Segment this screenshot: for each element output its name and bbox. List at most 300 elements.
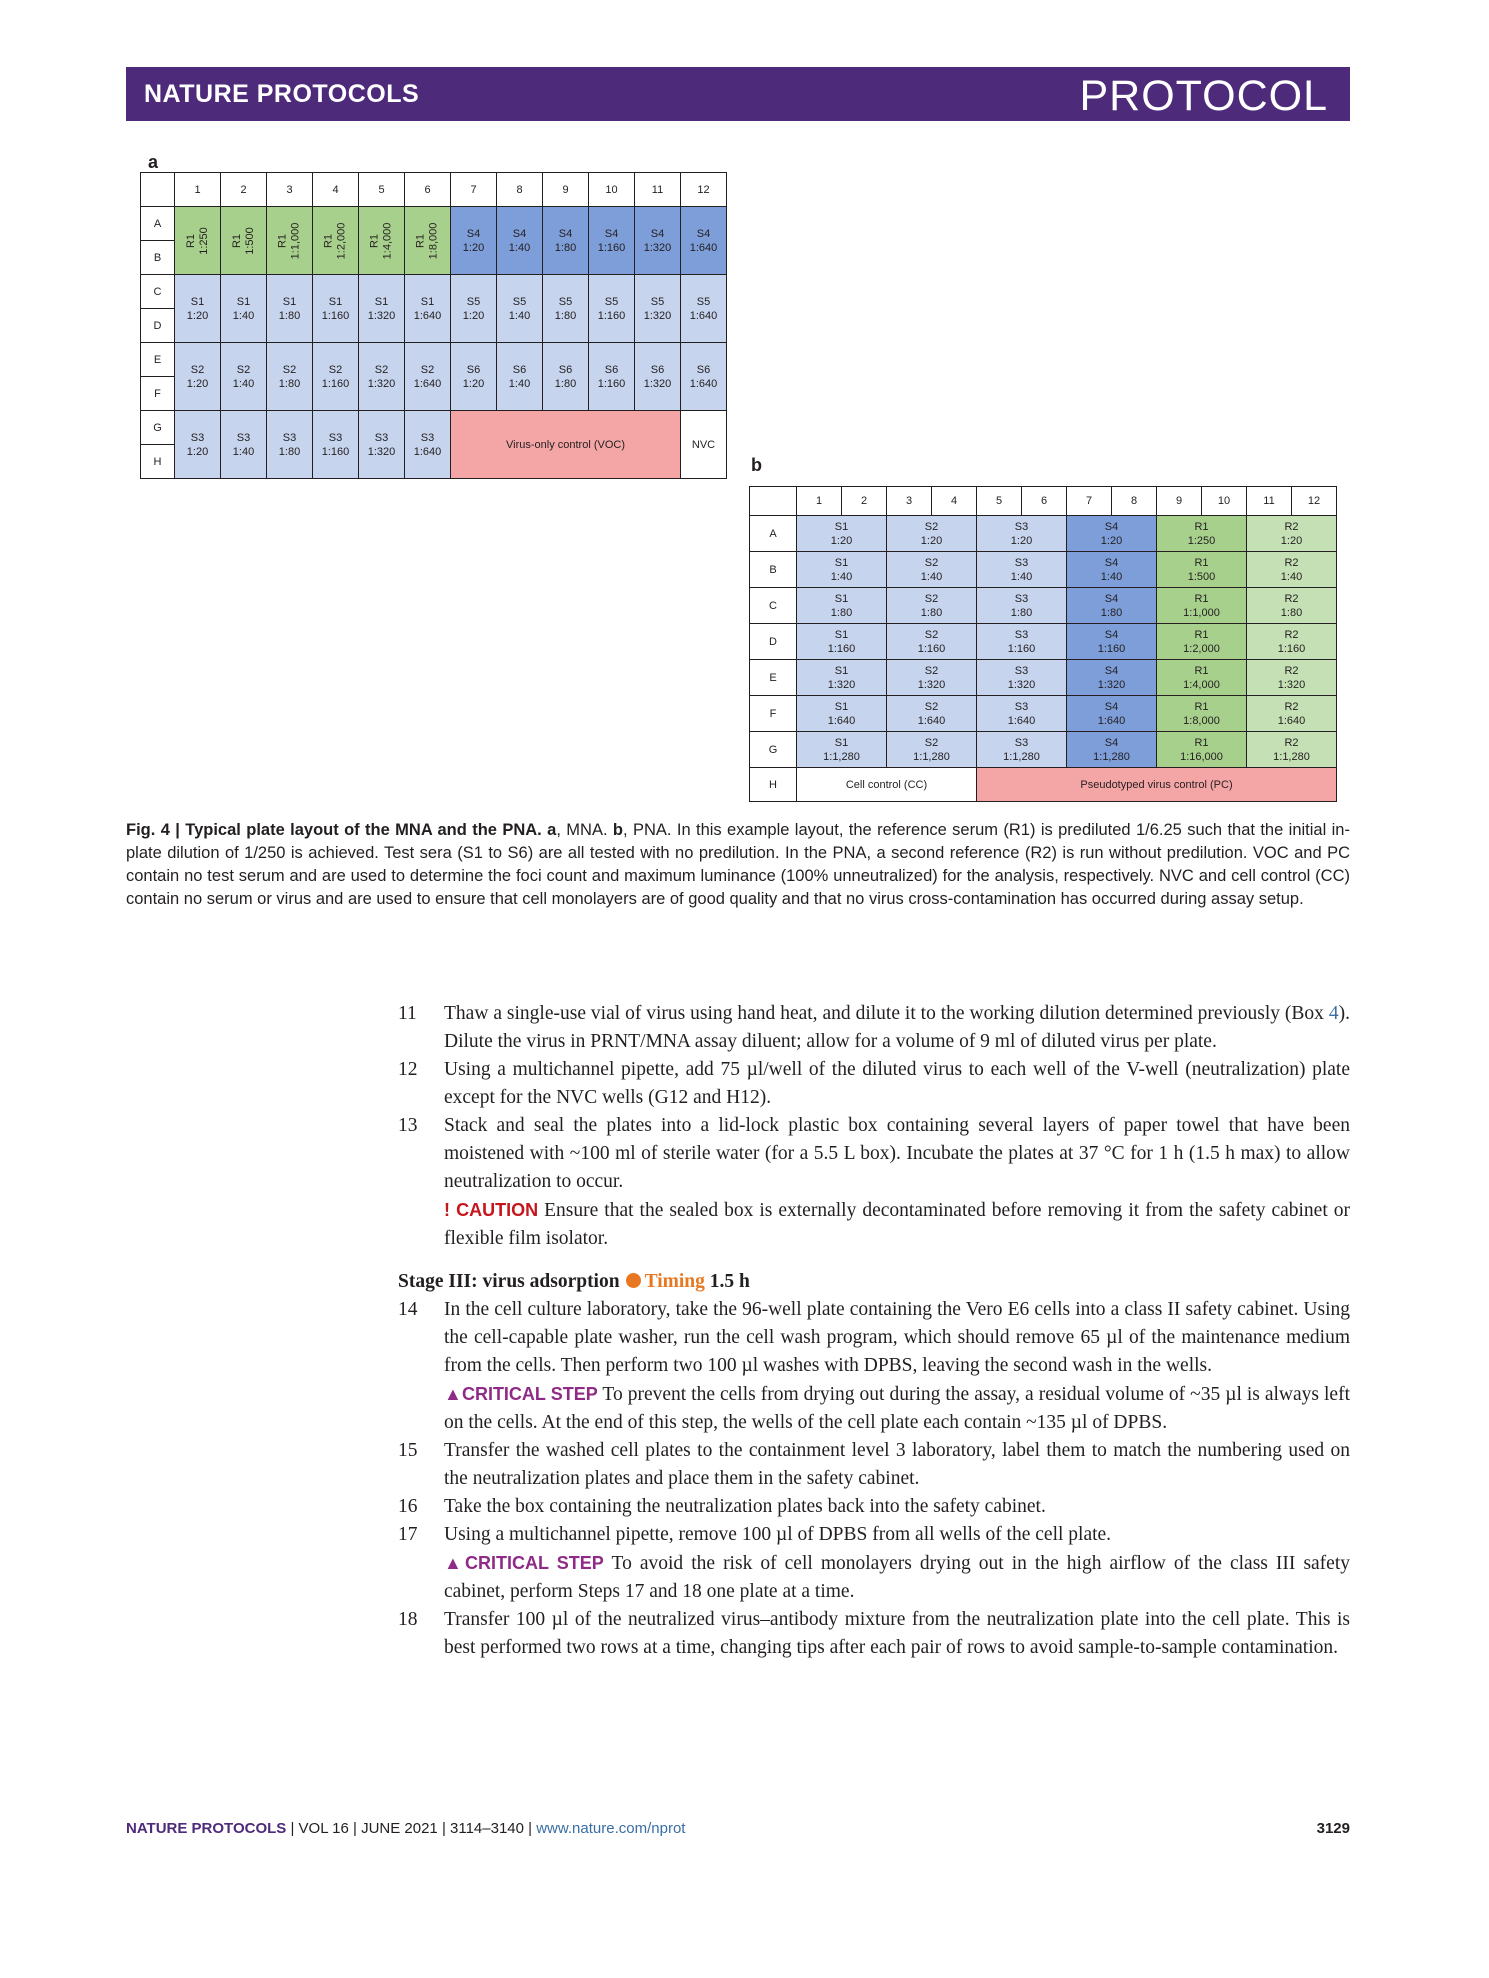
well [797, 732, 887, 768]
cell-text: 1:320 [1097, 678, 1126, 691]
column-label: 4 [313, 173, 359, 207]
cell-text: S3 [1014, 736, 1029, 749]
well [221, 343, 267, 411]
row-label: F [750, 696, 797, 732]
well [589, 275, 635, 343]
well [1157, 516, 1247, 552]
step-number: 16 [398, 1496, 418, 1517]
column-label: 10 [1202, 487, 1247, 516]
well-label [414, 222, 440, 259]
cell-text: S2 [924, 664, 939, 677]
well [635, 207, 681, 275]
box-4-link[interactable]: 4 [1328, 1003, 1339, 1024]
cell-text: R1 [1194, 700, 1209, 713]
column-label: 11 [635, 173, 681, 207]
cell-text: 1:1,280 [1273, 750, 1310, 763]
well [543, 343, 589, 411]
critical-step-label: ▲CRITICAL STEP [444, 1384, 598, 1404]
cell-text: 1:40 [232, 309, 255, 322]
cell-text: 1:4,000 [381, 222, 394, 259]
cell-text: R1 [414, 233, 427, 248]
well [797, 624, 887, 660]
well [977, 624, 1067, 660]
cell-text: R2 [1284, 556, 1299, 569]
step-13 [398, 1112, 1350, 1196]
plate-row [750, 588, 1337, 624]
cell-text: S2 [924, 592, 939, 605]
step-14 [398, 1296, 1350, 1380]
plate-row [750, 660, 1337, 696]
cell-text: 1:20 [186, 309, 209, 322]
cell-text: S5 [650, 295, 665, 308]
well [977, 732, 1067, 768]
row-label: C [750, 588, 797, 624]
well [887, 588, 977, 624]
critical-step-note [444, 1549, 1350, 1606]
column-label: 12 [1292, 487, 1337, 516]
cell-text: 1:40 [920, 570, 943, 583]
column-label: 5 [359, 173, 405, 207]
cell-text: 1:80 [278, 377, 301, 390]
cell-text: S3 [1014, 556, 1029, 569]
cell-text: R1 [1194, 556, 1209, 569]
column-label: 2 [842, 487, 887, 516]
caption-a-label: a [547, 821, 557, 839]
cell-text: S2 [374, 363, 389, 376]
well [797, 552, 887, 588]
column-label: 6 [1022, 487, 1067, 516]
column-label: 3 [887, 487, 932, 516]
footer-url-link[interactable]: www.nature.com/nprot [536, 1820, 686, 1837]
well [797, 660, 887, 696]
well [1067, 696, 1157, 732]
step-number: 15 [398, 1440, 418, 1461]
column-label: 9 [1157, 487, 1202, 516]
stage-heading [398, 1268, 1350, 1296]
cell-text: S1 [374, 295, 389, 308]
column-label: 8 [497, 173, 543, 207]
plate-row [141, 207, 727, 241]
step-11 [398, 1000, 1350, 1056]
well [405, 411, 451, 479]
step-text: Take the box containing the neutralization plates back into the safety cabinet. [444, 1496, 1046, 1517]
cell-text: R1 [1194, 628, 1209, 641]
step-text: Transfer the washed cell plates to the containment level 3 laboratory, label them to match the numbering used on the neutralization plates and place them in the safety cabinet. [444, 1440, 1350, 1489]
row-label: D [750, 624, 797, 660]
cell-text: 1:20 [462, 309, 485, 322]
well [977, 696, 1067, 732]
well [175, 207, 221, 275]
cell-text: R1 [184, 233, 197, 248]
footer-journal: NATURE PROTOCOLS [126, 1820, 287, 1837]
row-label: E [141, 343, 175, 377]
cell-text: R1 [276, 233, 289, 248]
cell-text: R1 [322, 233, 335, 248]
cell-text: 1:320 [367, 445, 396, 458]
cell-text: 1:320 [643, 241, 672, 254]
cell-text: 1:320 [917, 678, 946, 691]
cell-text: S3 [420, 431, 435, 444]
well [405, 207, 451, 275]
caption-title: Fig. 4 | Typical plate layout of the MNA and the PNA. [126, 821, 542, 839]
cell-text: S1 [834, 628, 849, 641]
well [887, 624, 977, 660]
critical-step-label: ▲CRITICAL STEP [444, 1553, 604, 1573]
timing-dot-icon [626, 1273, 641, 1288]
column-label: 1 [175, 173, 221, 207]
cell-text: S3 [236, 431, 251, 444]
well-label [368, 222, 394, 259]
no-virus-control: NVC [681, 411, 727, 479]
row-label: B [750, 552, 797, 588]
cell-text: 1:40 [1010, 570, 1033, 583]
well [1247, 516, 1337, 552]
cell-text: S1 [190, 295, 205, 308]
cell-text: 1:640 [1007, 714, 1036, 727]
cell-text: S1 [834, 700, 849, 713]
cell-text: 1:640 [1277, 714, 1306, 727]
cell-text: S3 [1014, 664, 1029, 677]
cell-text: 1:320 [1277, 678, 1306, 691]
cell-text: 1:640 [689, 241, 718, 254]
cell-text: 1:80 [830, 606, 853, 619]
cell-text: S1 [834, 736, 849, 749]
cell-text: 1:16,000 [1180, 750, 1223, 763]
cell-text: S3 [190, 431, 205, 444]
protocol-steps [398, 1000, 1350, 1662]
step-text: Stack and seal the plates into a lid-lock plastic box containing several layers of paper towel that have been moistened with ~100 ml of sterile water (for a 5.5 L box). Incubate the plates at 37 °C for 1 h (1.5 h max) to allow neutralization to occur. [444, 1115, 1350, 1192]
cell-text: S1 [834, 664, 849, 677]
well [221, 207, 267, 275]
cell-text: S3 [1014, 520, 1029, 533]
critical-step-note [444, 1380, 1350, 1437]
step-number: 18 [398, 1609, 418, 1630]
cell-text: 1:160 [1007, 642, 1036, 655]
cell-text: R1 [230, 233, 243, 248]
cell-text: S4 [1104, 736, 1119, 749]
cell-text: R2 [1284, 592, 1299, 605]
cell-text: 1:160 [321, 309, 350, 322]
caption-a-text: , MNA. [556, 821, 608, 839]
cell-text: 1:250 [197, 226, 210, 255]
cell-text: R1 [1194, 592, 1209, 605]
well [1157, 552, 1247, 588]
timing-label: Timing [644, 1271, 705, 1292]
cell-text: 1:40 [1100, 570, 1123, 583]
plate-row [750, 696, 1337, 732]
cell-text: 1:40 [508, 309, 531, 322]
cell-text: 1:2,000 [1183, 642, 1220, 655]
step-number: 13 [398, 1115, 418, 1136]
cell-text: S6 [696, 363, 711, 376]
column-label: 1 [797, 487, 842, 516]
cell-text: R2 [1284, 520, 1299, 533]
cell-text: 1:500 [1187, 570, 1216, 583]
cell-text: 1:640 [413, 377, 442, 390]
cell-text: 1:640 [1097, 714, 1126, 727]
cell-text: 1:20 [462, 377, 485, 390]
plate-row [750, 516, 1337, 552]
article-type: PROTOCOL [1079, 72, 1328, 120]
panel-label-a: a [148, 152, 159, 172]
well [497, 207, 543, 275]
cell-text: 1:20 [186, 377, 209, 390]
step-text: ). Dilute the virus in PRNT/MNA assay diluent; allow for a volume of 9 ml of diluted virus per plate. [444, 1003, 1350, 1052]
cell-text: S3 [328, 431, 343, 444]
cell-text: 1:20 [1100, 534, 1123, 547]
cell-text: 1:640 [413, 309, 442, 322]
column-label: 7 [451, 173, 497, 207]
cell-text: 1:320 [643, 377, 672, 390]
well [359, 275, 405, 343]
cell-text: S3 [282, 431, 297, 444]
well-label [185, 227, 211, 255]
cell-text: 1:320 [367, 309, 396, 322]
well [1157, 732, 1247, 768]
step-number: 11 [398, 1003, 417, 1024]
row-label: F [141, 377, 175, 411]
plate-row [750, 624, 1337, 660]
cell-text: R1 [1194, 664, 1209, 677]
cell-text: 1:160 [1277, 642, 1306, 655]
well [313, 275, 359, 343]
row-label: G [141, 411, 175, 445]
cell-text: S2 [924, 556, 939, 569]
well [977, 660, 1067, 696]
cell-text: 1:320 [367, 377, 396, 390]
panel-label-b: b [751, 455, 762, 475]
cell-text: S2 [282, 363, 297, 376]
cell-text: S6 [558, 363, 573, 376]
column-label: 5 [977, 487, 1022, 516]
journal-name: NATURE PROTOCOLS [144, 80, 420, 108]
cell-text: S4 [1104, 700, 1119, 713]
well [451, 207, 497, 275]
column-label: 3 [267, 173, 313, 207]
cell-text: S5 [558, 295, 573, 308]
caption-b-text: , PNA. In this example layout, the reference serum (R1) is prediluted 1/6.25 such that the initial in-plate dilution of 1/250 is achieved. Test sera (S1 to S6) are all tested with no predilution. In the PNA, a second reference (R2) is run without predilution. VOC and PC contain no test serum and are used to determine the foci count and maximum luminance (100% unneutralized) for the analysis, respectively. NVC and cell control (CC) contain no serum or virus and are used to ensure that cell monolayers are of good quality and that no virus cross-contamination has occurred during assay setup. [126, 821, 1350, 908]
cell-text: S3 [1014, 628, 1029, 641]
footer-volume: | VOL 16 | JUNE 2021 | 3114–3140 | [286, 1820, 537, 1837]
cell-text: 1:160 [321, 445, 350, 458]
step-15 [398, 1437, 1350, 1493]
well [1157, 588, 1247, 624]
well [977, 516, 1067, 552]
well [887, 732, 977, 768]
well [175, 343, 221, 411]
well [797, 516, 887, 552]
cell-text: S3 [374, 431, 389, 444]
column-label: 6 [405, 173, 451, 207]
cell-text: 1:1,280 [1093, 750, 1130, 763]
cell-text: 1:160 [597, 377, 626, 390]
cell-text: 1:20 [830, 534, 853, 547]
well [221, 411, 267, 479]
cell-text: R2 [1284, 628, 1299, 641]
cell-text: 1:160 [827, 642, 856, 655]
well [1067, 732, 1157, 768]
step-17 [398, 1521, 1350, 1549]
cell-text: S4 [1104, 664, 1119, 677]
column-label: 7 [1067, 487, 1112, 516]
well [635, 275, 681, 343]
cell-text: R1 [368, 233, 381, 248]
cell-text: 1:320 [827, 678, 856, 691]
well [635, 343, 681, 411]
timing-value: 1.5 h [709, 1271, 750, 1292]
cell-text: S2 [924, 700, 939, 713]
cell-text: R2 [1284, 736, 1299, 749]
cell-text: S5 [696, 295, 711, 308]
cell-text: S1 [282, 295, 297, 308]
cell-text: 1:640 [413, 445, 442, 458]
corner-cell [750, 487, 797, 516]
cell-text: 1:320 [1007, 678, 1036, 691]
cell-text: S3 [1014, 700, 1029, 713]
cell-text: 1:80 [1100, 606, 1123, 619]
cell-text: S2 [420, 363, 435, 376]
well [221, 275, 267, 343]
well [977, 552, 1067, 588]
cell-text: 1:40 [1280, 570, 1303, 583]
cell-text: S4 [512, 227, 527, 240]
step-number: 17 [398, 1524, 418, 1545]
cell-text: S1 [834, 556, 849, 569]
well [359, 343, 405, 411]
cell-text: 1:80 [554, 309, 577, 322]
well [175, 275, 221, 343]
plate-header-row [141, 173, 727, 207]
cell-text: 1:1,280 [823, 750, 860, 763]
cell-text: 1:2,000 [335, 222, 348, 259]
cell-text: 1:8,000 [1183, 714, 1220, 727]
well [681, 275, 727, 343]
well [1247, 552, 1337, 588]
plate-layout-mna [140, 172, 727, 479]
well [497, 343, 543, 411]
well [1247, 624, 1337, 660]
cell-text: 1:160 [597, 309, 626, 322]
cell-text: S4 [558, 227, 573, 240]
well [1157, 624, 1247, 660]
cell-text: S5 [512, 295, 527, 308]
cell-text: 1:8,000 [427, 222, 440, 259]
cell-text: 1:160 [1097, 642, 1126, 655]
cell-text: 1:250 [1187, 534, 1216, 547]
cell-text: S1 [236, 295, 251, 308]
cell-text: 1:40 [830, 570, 853, 583]
cell-text: S1 [834, 520, 849, 533]
cell-text: S2 [924, 628, 939, 641]
cell-text: S4 [1104, 520, 1119, 533]
column-label: 2 [221, 173, 267, 207]
step-text: Using a multichannel pipette, add 75 µl/well of the diluted virus to each well of the V-well (neutralization) plate except for the NVC wells (G12 and H12). [444, 1059, 1350, 1108]
cell-text: R2 [1284, 700, 1299, 713]
cell-text: 1:320 [643, 309, 672, 322]
cell-text: 1:1,280 [913, 750, 950, 763]
critical-step-text: To prevent the cells from drying out during the assay, a residual volume of ~35 µl is always left on the cells. At the end of this step, the wells of the cell plate each contain ~135 µl of DPBS. [444, 1384, 1350, 1433]
figure-caption [126, 819, 1350, 911]
cell-text: 1:160 [917, 642, 946, 655]
well [1067, 624, 1157, 660]
step-18 [398, 1606, 1350, 1662]
column-label: 8 [1112, 487, 1157, 516]
cell-text: 1:80 [554, 241, 577, 254]
cell-text: S2 [924, 736, 939, 749]
cell-control: Cell control (CC) [797, 768, 977, 802]
step-text: Transfer 100 µl of the neutralized virus–antibody mixture from the neutralization plate into the cell plate. This is best performed two rows at a time, changing tips after each pair of rows to avoid sample-to-sample contamination. [444, 1609, 1350, 1658]
cell-text: S1 [420, 295, 435, 308]
well [1247, 588, 1337, 624]
cell-text: 1:160 [597, 241, 626, 254]
cell-text: S5 [604, 295, 619, 308]
cell-text: 1:80 [278, 445, 301, 458]
critical-step-text: To avoid the risk of cell monolayers drying out in the high airflow of the class III safety cabinet, perform Steps 17 and 18 one plate at a time. [444, 1553, 1350, 1602]
footer-citation [126, 1820, 685, 1837]
well [887, 660, 977, 696]
cell-text: S2 [236, 363, 251, 376]
row-label: C [141, 275, 175, 309]
step-text: Using a multichannel pipette, remove 100 µl of DPBS from all wells of the cell plate. [444, 1524, 1112, 1545]
well [1247, 732, 1337, 768]
well [887, 552, 977, 588]
well [267, 207, 313, 275]
well [681, 343, 727, 411]
plate-row [750, 768, 1337, 802]
cell-text: S6 [650, 363, 665, 376]
well [267, 343, 313, 411]
caution-text: Ensure that the sealed box is externally decontaminated before removing it from the safety cabinet or flexible film isolator. [444, 1200, 1351, 1249]
cell-text: 1:4,000 [1183, 678, 1220, 691]
cell-text: S4 [696, 227, 711, 240]
cell-text: S1 [834, 592, 849, 605]
cell-text: 1:80 [1010, 606, 1033, 619]
row-label: B [141, 241, 175, 275]
cell-text: S2 [190, 363, 205, 376]
row-label: G [750, 732, 797, 768]
column-label: 4 [932, 487, 977, 516]
cell-text: 1:640 [917, 714, 946, 727]
caution-note [444, 1196, 1350, 1253]
well [313, 207, 359, 275]
plate-row [141, 275, 727, 309]
well [1157, 696, 1247, 732]
cell-text: S6 [466, 363, 481, 376]
cell-text: 1:80 [554, 377, 577, 390]
cell-text: 1:80 [920, 606, 943, 619]
well [359, 207, 405, 275]
well [1247, 696, 1337, 732]
cell-text: 1:20 [920, 534, 943, 547]
cell-text: 1:20 [1280, 534, 1303, 547]
cell-text: S4 [466, 227, 481, 240]
step-text: Thaw a single-use vial of virus using hand heat, and dilute it to the working dilution determined previously (Box [444, 1003, 1329, 1024]
well [681, 207, 727, 275]
column-label: 12 [681, 173, 727, 207]
cell-text: 1:500 [243, 226, 256, 255]
cell-text: 1:20 [462, 241, 485, 254]
column-label: 10 [589, 173, 635, 207]
well [1157, 660, 1247, 696]
well [267, 411, 313, 479]
cell-text: S5 [466, 295, 481, 308]
well [1247, 660, 1337, 696]
column-label: 9 [543, 173, 589, 207]
cell-text: 1:1,000 [1183, 606, 1220, 619]
well [977, 588, 1067, 624]
cell-text: S1 [328, 295, 343, 308]
well [313, 411, 359, 479]
